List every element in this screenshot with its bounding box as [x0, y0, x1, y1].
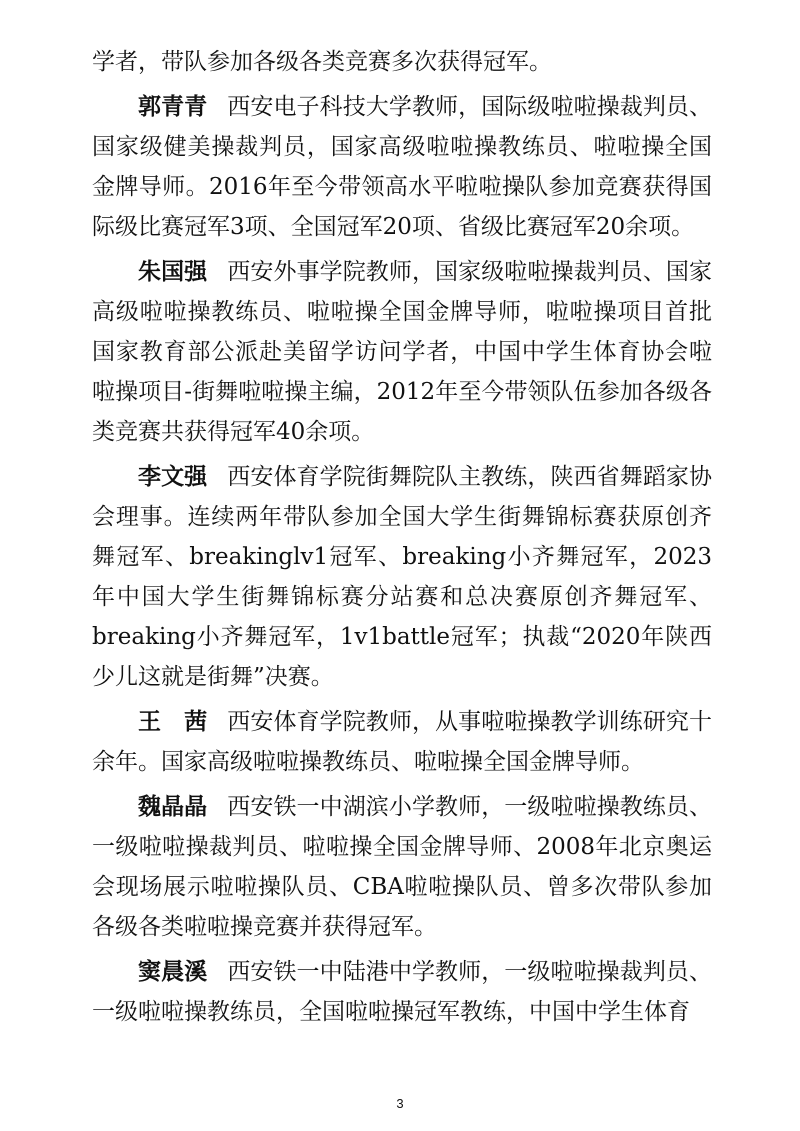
bio-name: 朱国强: [138, 259, 208, 285]
bio-paragraph-dou-chenxi: [92, 952, 712, 1032]
intro-paragraph: 学者，带队参加各级各类竞赛多次获得冠军。: [92, 49, 552, 75]
page-number: 3: [396, 1096, 404, 1111]
bio-text: 西安体育学院街舞院队主教练，陕西省舞蹈家协会理事。连续两年带队参加全国大学生街舞锦标赛获原创齐舞冠军、breakinglv1冠军、breaking小齐舞冠军，2023年中国大学生街舞锦标赛分站赛和总决赛原创齐舞冠军、breaking小齐舞冠军，1v1battle冠军；执裁“2020年陕西少儿这就是街舞”决赛。: [92, 464, 713, 690]
bio-text: 西安铁一中陆港中学教师，一级啦啦操裁判员、一级啦啦操教练员，全国啦啦操冠军教练，中国中学生体育: [92, 959, 713, 1025]
bio-text: 西安电子科技大学教师，国际级啦啦操裁判员、国家级健美操裁判员，国家高级啦啦操教练员、啦啦操全国金牌导师。2016年至今带领高水平啦啦操队参加竞赛获得国际级比赛冠军3项、全国冠军20项、省级比赛冠军20余项。: [92, 94, 713, 240]
bio-name: 郭青青: [138, 94, 208, 120]
bio-text: 西安铁一中湖滨小学教师，一级啦啦操教练员、一级啦啦操裁判员、啦啦操全国金牌导师、2008年北京奥运会现场展示啦啦操队员、CBA啦啦操队员、曾多次带队参加各级各类啦啦操竞赛并获得冠军。: [92, 794, 713, 940]
bio-text: 西安体育学院教师，从事啦啦操教学训练研究十余年。国家高级啦啦操教练员、啦啦操全国金牌导师。: [92, 709, 713, 775]
bio-name: 李文强: [138, 464, 208, 490]
bio-paragraph-guo-qingqing: [92, 87, 712, 247]
bio-paragraph-zhu-guoqiang: [92, 252, 712, 452]
page-content: [92, 42, 712, 1037]
bio-paragraph-li-wenqiang: [92, 457, 712, 697]
bio-paragraph-wang-qian: [92, 702, 712, 782]
bio-name: 魏晶晶: [138, 794, 208, 820]
bio-text: 西安外事学院教师，国家级啦啦操裁判员、国家高级啦啦操教练员、啦啦操全国金牌导师，啦啦操项目首批国家教育部公派赴美留学访问学者，中国中学生体育协会啦啦操项目-街舞啦啦操主编，2012年至今带领队伍参加各级各类竞赛共获得冠军40余项。: [92, 259, 713, 445]
bio-paragraph-wei-jingjing: [92, 787, 712, 947]
bio-name: 王 茜: [138, 709, 208, 735]
bio-name: 窦晨溪: [138, 959, 208, 985]
